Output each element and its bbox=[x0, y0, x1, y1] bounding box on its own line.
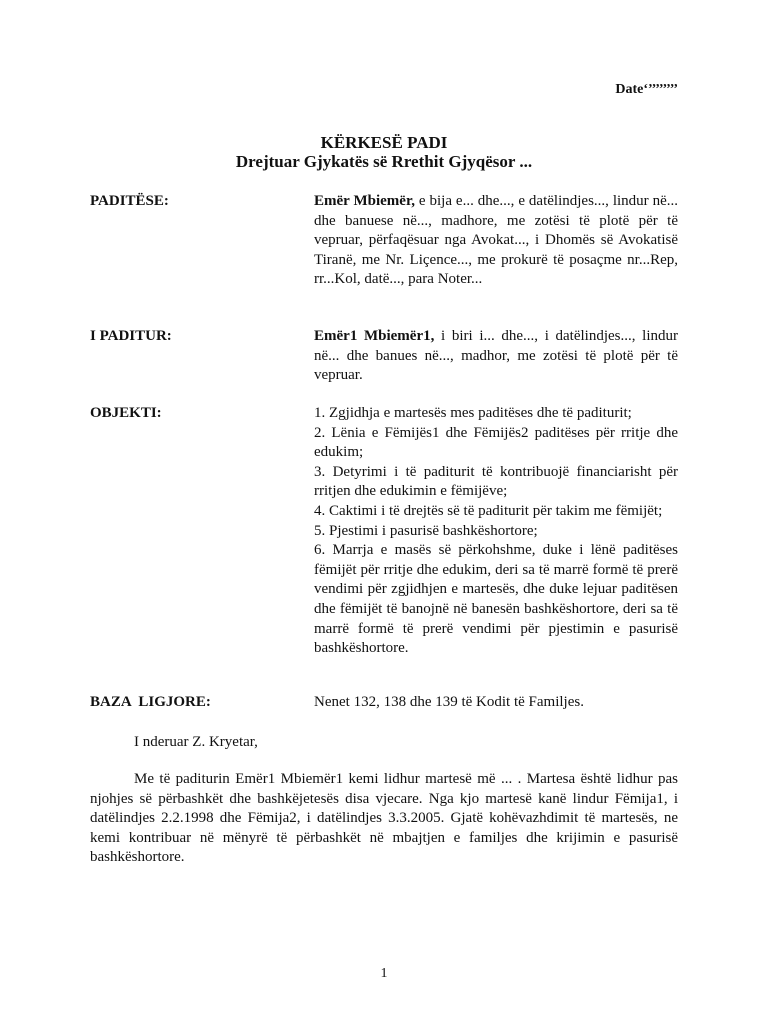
objekti-label: OBJEKTI: bbox=[90, 405, 162, 421]
baza-ligjore-label: BAZA LIGJORE: bbox=[90, 694, 211, 710]
objekti-item: 3. Detyrimi i të paditurit të kontribuojë financiarisht për rritjen dhe edukimin e fëmijëve; bbox=[314, 463, 678, 500]
page-number: 1 bbox=[380, 966, 388, 981]
document-subtitle: Drejtuar Gjykatës së Rrethit Gjyqësor ... bbox=[235, 152, 533, 171]
document-header bbox=[0, 133, 768, 171]
body-paragraph: Me të paditurin Emër1 Mbiemër1 kemi lidhur martesë më ... . Martesa është lidhur pas njohjes së përbashkët dhe bashkëjetesës disa vjecare. Nga kjo martesë kanë lindur Fëmija1, i datëlindjes 2.2.1998 dhe Fëmija2, i datëlindjes 3.3.2005. Gjatë kohëvazhdimit të martesës, ne kemi kontribuar në mënyrë të përbashkët në mbajtjen e familjes dhe krijimin e pasurisë bashkëshortore. bbox=[90, 771, 678, 866]
objekti-item: 5. Pjestimi i pasurisë bashkëshortore; bbox=[314, 522, 538, 539]
document-title: KËRKESË PADI bbox=[320, 133, 448, 152]
paditese-label: PADITËSE: bbox=[90, 193, 169, 209]
objekti-item: 1. Zgjidhja e martesës mes paditëses dhe të paditurit; bbox=[314, 405, 632, 421]
objekti-item: 4. Caktimi i të drejtës së të paditurit për takim me fëmijët; bbox=[314, 502, 663, 519]
objekti-item: 6. Marrja e masës së përkohshme, duke i lënë paditëses fëmijët për rritje dhe edukim, deri sa të marrë formë të prerë vendimi për zgjidhjen e martesës, dhe duke lejuar paditësen dhe fëmijët të banojnë në banesën bashkëshortore, deri sa të marrë formë të prerë vendimi për pjestimin e pasurisë bashkëshortore. bbox=[314, 542, 678, 657]
baza-ligjore-value: Nenet 132, 138 dhe 139 të Kodit të Familjes. bbox=[314, 694, 584, 710]
document-date: Date‘’’’’’’’’ bbox=[615, 82, 678, 97]
i-paditur-name: Emër1 Mbiemër1, bbox=[314, 328, 435, 344]
salutation: I nderuar Z. Kryetar, bbox=[134, 734, 258, 750]
objekti-list bbox=[314, 404, 678, 659]
objekti-item: 2. Lënia e Fëmijës1 dhe Fëmijës2 paditëses për rritje dhe edukim; bbox=[314, 424, 678, 461]
i-paditur-value bbox=[314, 327, 678, 386]
paditese-details: e bija e... dhe..., e datëlindjes..., lindur në... dhe banuese në..., madhore, me zotësi të plotë për të vepruar, përfaqësuar nga Avokat..., i Dhomës së Avokatisë Tiranë, me Nr. Liçence..., me prokurë të posaçme nr...Rep, rr...Kol, datë..., para Noter... bbox=[314, 193, 678, 288]
i-paditur-label: I PADITUR: bbox=[90, 328, 172, 344]
i-paditur-details: i biri i... dhe..., i datëlindjes..., lindur në... dhe banues në..., madhor, me zotësi të plotë për të vepruar. bbox=[314, 328, 678, 384]
paditese-name: Emër Mbiemër, bbox=[314, 193, 415, 209]
paditese-value bbox=[314, 192, 678, 290]
